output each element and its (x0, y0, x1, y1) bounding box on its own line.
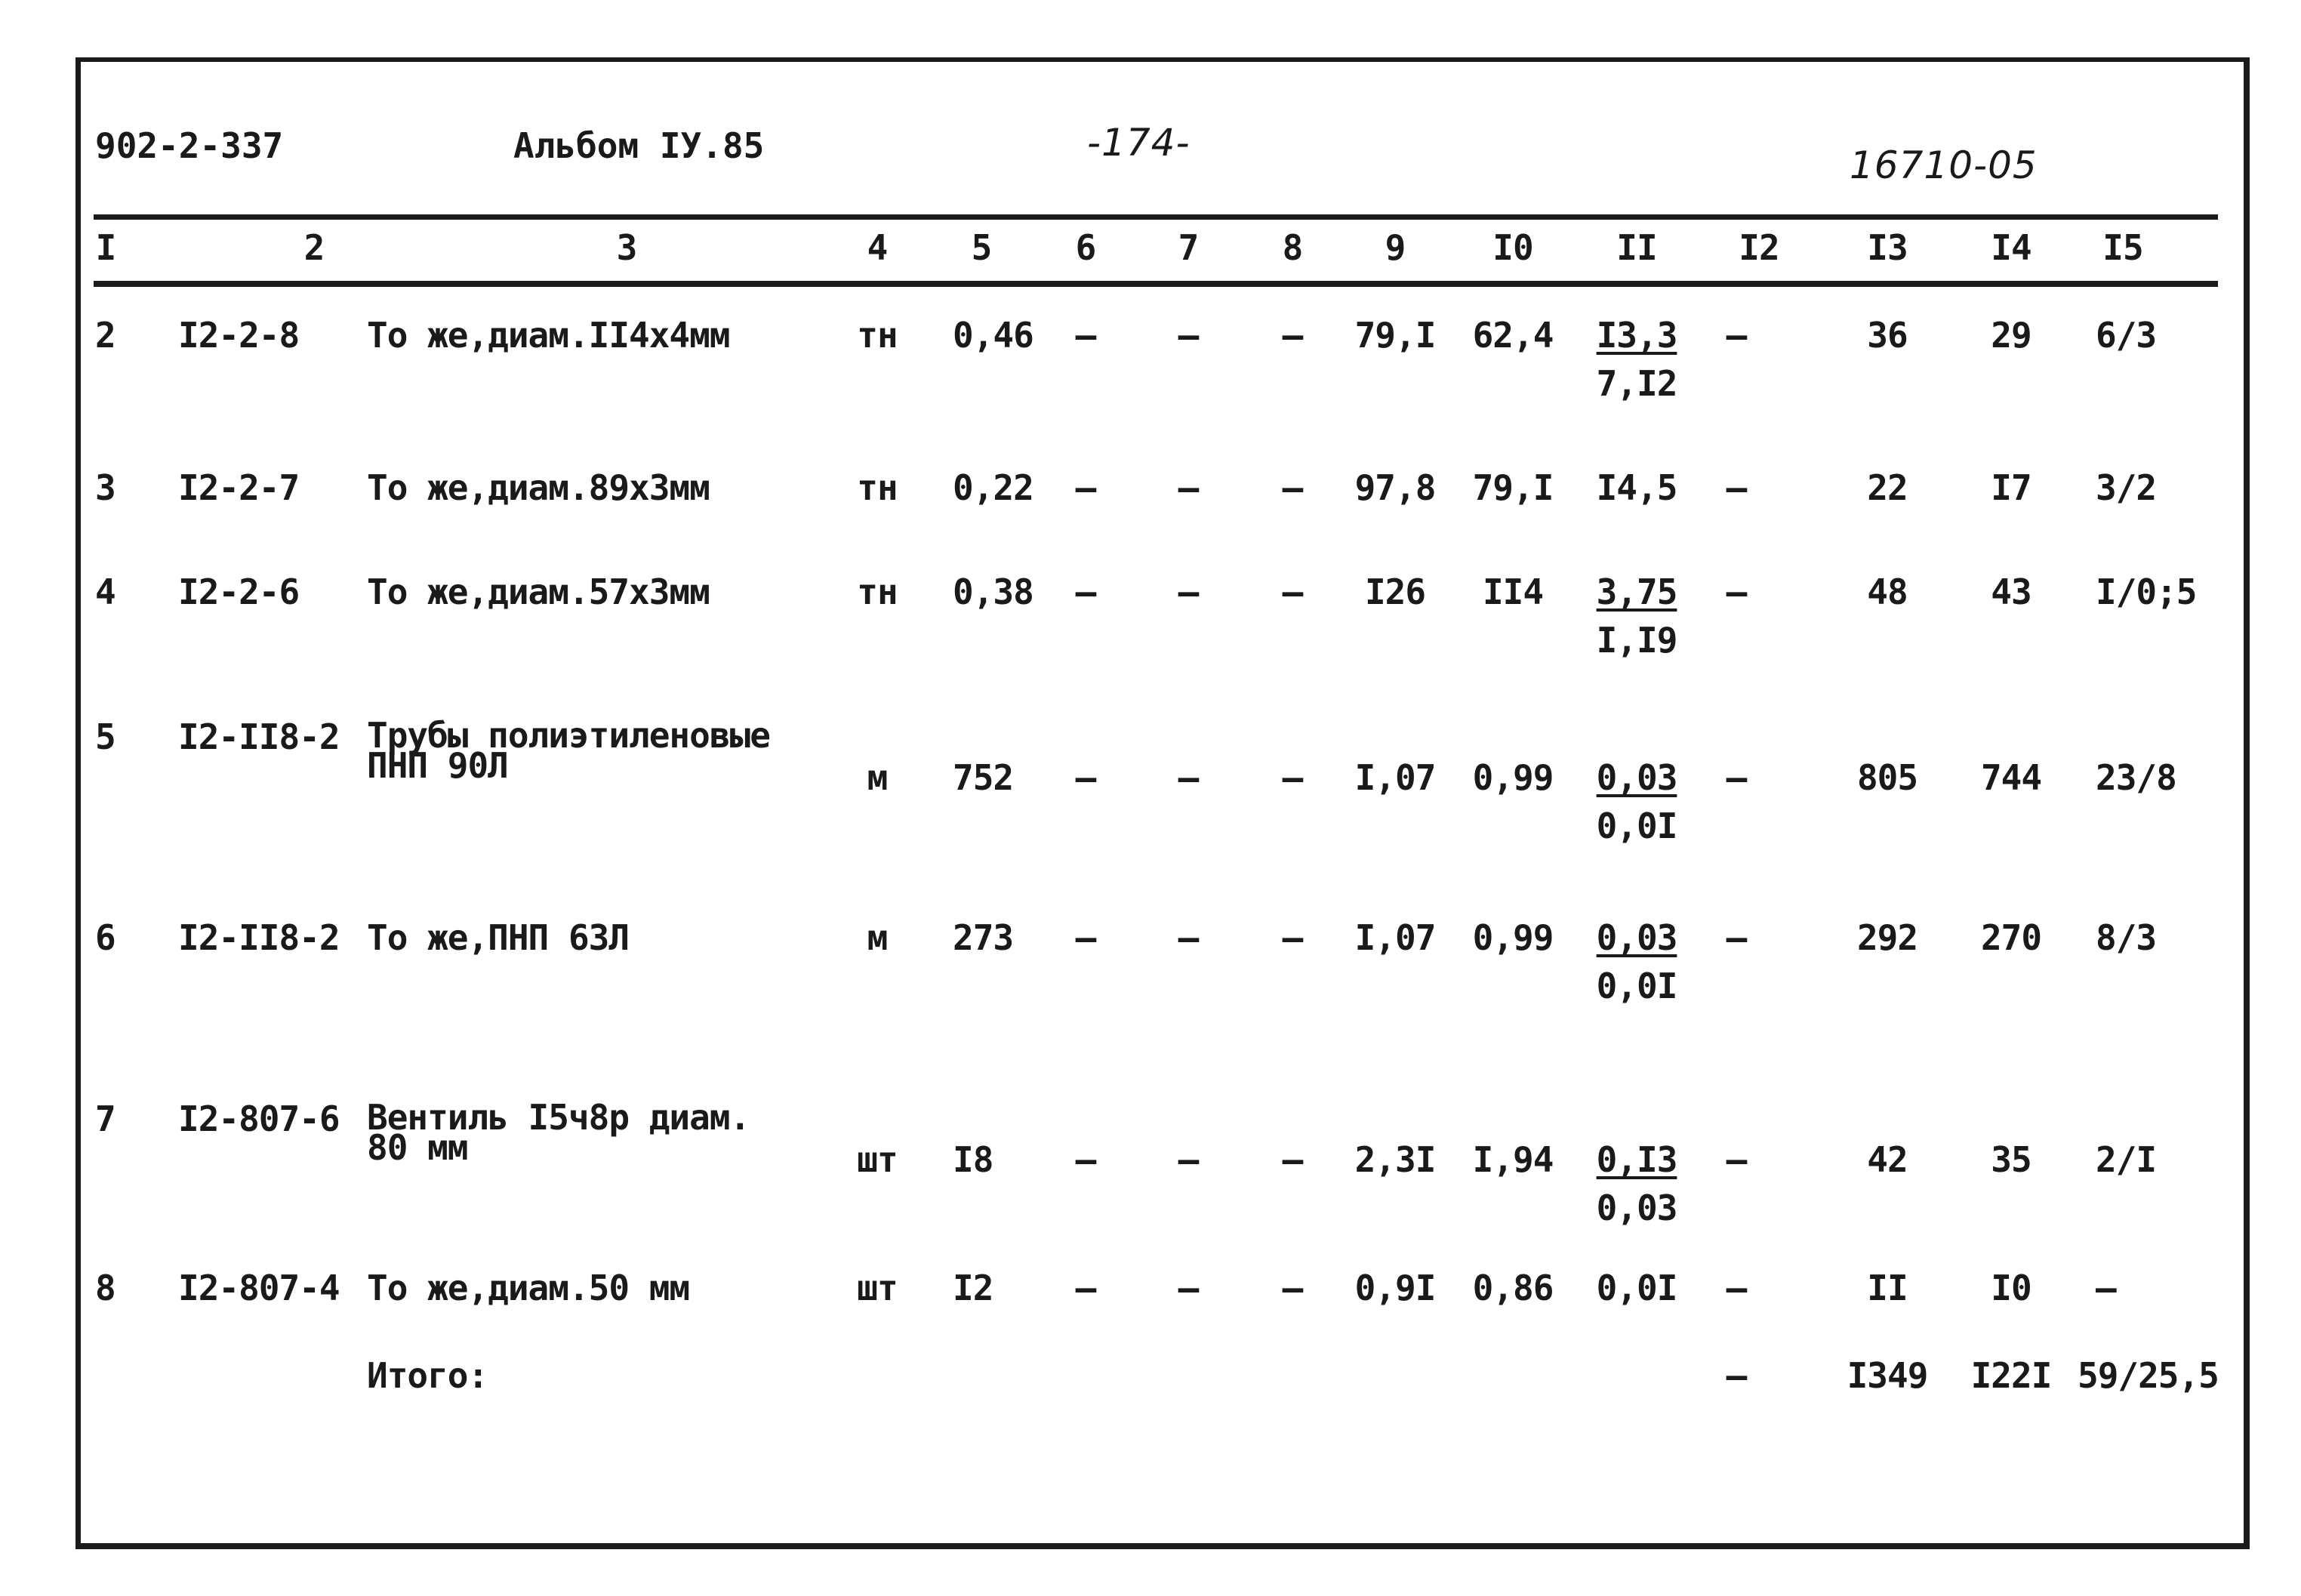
row-col8: – (1282, 917, 1303, 958)
row-col11: 0,0I (1596, 1268, 1677, 1308)
row-col9: 79,I (1354, 315, 1436, 356)
row-col7: – (1178, 467, 1199, 508)
fraction-numerator: 0,03 (1596, 917, 1677, 958)
row-col14: 744 (1980, 757, 2042, 798)
row-description-line: То же,диам.57x3мм (367, 572, 710, 612)
row-col10: 0,99 (1472, 917, 1554, 958)
row-quantity: 752 (953, 757, 1014, 798)
row-description (367, 568, 710, 616)
column-header-12: I2 (1739, 227, 1779, 268)
row-col14: 29 (1991, 315, 2031, 356)
stamp-number: 16710-05 (1850, 143, 2038, 187)
row-code: I2-2-7 (178, 467, 300, 508)
fraction-denominator: 0,0I (1596, 806, 1677, 846)
page-number: -174- (1087, 121, 1191, 165)
row-col13: 292 (1856, 917, 1918, 958)
column-header-3: 3 (616, 227, 637, 268)
row-col9: 2,3I (1354, 1139, 1436, 1180)
row-col9: I26 (1364, 572, 1426, 612)
total-col14: I22I (1970, 1355, 2052, 1396)
row-col6: – (1075, 917, 1096, 958)
fraction-denominator: 0,0I (1596, 966, 1677, 1006)
row-unit: тн (857, 572, 898, 612)
album-label: Альбом IУ.85 (513, 125, 765, 166)
row-col12: – (1726, 1139, 1747, 1180)
row-col15: 8/3 (2096, 917, 2157, 958)
column-header-14: I4 (1991, 227, 2031, 268)
row-col14: 35 (1991, 1139, 2031, 1180)
row-unit: шт (857, 1139, 898, 1180)
row-unit: шт (857, 1268, 898, 1308)
row-col13: 22 (1867, 467, 1908, 508)
row-unit: м (867, 917, 888, 958)
column-header-9: 9 (1385, 227, 1406, 268)
column-header-1: I (95, 227, 116, 268)
row-col9: I,07 (1354, 757, 1436, 798)
fraction-numerator: 3,75 (1596, 572, 1677, 612)
row-description (367, 914, 629, 962)
row-quantity: 0,22 (953, 467, 1033, 508)
row-col15: – (2096, 1268, 2116, 1308)
row-unit: м (867, 757, 888, 798)
column-header-4: 4 (867, 227, 888, 268)
row-col15: I/0;5 (2096, 572, 2197, 612)
row-col12: – (1726, 757, 1747, 798)
row-col7: – (1178, 572, 1199, 612)
row-code: I2-2-8 (178, 315, 300, 356)
row-col7: – (1178, 315, 1199, 356)
row-description-line: То же,ПНП 63Л (367, 917, 630, 958)
row-col8: – (1282, 757, 1303, 798)
row-number: 5 (95, 716, 116, 757)
row-col15: 2/I (2096, 1139, 2157, 1180)
row-col13: II (1867, 1268, 1908, 1308)
row-col9: 97,8 (1354, 467, 1436, 508)
row-quantity: 0,38 (953, 572, 1033, 612)
row-col6: – (1075, 572, 1096, 612)
row-number: 4 (95, 572, 116, 612)
column-header-5: 5 (971, 227, 992, 268)
header-rule-top (94, 214, 2218, 220)
row-col12: – (1726, 1268, 1747, 1308)
column-header-2: 2 (303, 227, 325, 268)
row-number: 6 (95, 917, 116, 958)
row-col13: 36 (1867, 315, 1908, 356)
row-col11 (1597, 1135, 1677, 1232)
row-description-line: ПНП 90Л (367, 745, 508, 786)
document-code: 902-2-337 (95, 125, 284, 166)
fraction-denominator: I,I9 (1596, 620, 1677, 661)
row-number: 8 (95, 1268, 116, 1308)
row-description-line: Вентиль I5ч8р диам. (367, 1097, 750, 1138)
total-col12: – (1726, 1355, 1747, 1396)
total-col13: I349 (1847, 1355, 1928, 1396)
row-col7: – (1178, 757, 1199, 798)
row-col11: I4,5 (1596, 467, 1677, 508)
row-col14: I0 (1991, 1268, 2031, 1308)
fraction (1597, 311, 1677, 408)
total-label: Итого: (367, 1355, 488, 1396)
row-number: 7 (95, 1098, 116, 1139)
row-col15: 3/2 (2096, 467, 2157, 508)
row-col11 (1597, 568, 1677, 664)
row-col8: – (1282, 467, 1303, 508)
row-unit: тн (857, 315, 898, 356)
row-col7: – (1178, 1268, 1199, 1308)
row-col14: 270 (1980, 917, 2042, 958)
row-col10: 0,86 (1472, 1268, 1554, 1308)
row-code: I2-2-6 (178, 572, 300, 612)
row-col10: II4 (1482, 572, 1544, 612)
row-number: 3 (95, 467, 116, 508)
row-col10: 62,4 (1472, 315, 1554, 356)
row-col14: 43 (1991, 572, 2031, 612)
row-col13: 805 (1856, 757, 1918, 798)
row-col8: – (1282, 1139, 1303, 1180)
row-col8: – (1282, 315, 1303, 356)
row-description-line: То же,диам.89x3мм (367, 467, 710, 508)
column-header-15: I5 (2102, 227, 2143, 268)
row-col9: 0,9I (1354, 1268, 1436, 1308)
row-description-line: Трубы полиэтиленовые (367, 715, 770, 756)
row-col10: 79,I (1472, 467, 1554, 508)
column-header-10: I0 (1492, 227, 1533, 268)
row-col7: – (1178, 1139, 1199, 1180)
row-description (367, 311, 730, 359)
row-col13: 42 (1867, 1139, 1908, 1180)
row-col12: – (1726, 572, 1747, 612)
row-code: I2-807-4 (178, 1268, 340, 1308)
row-col6: – (1075, 1268, 1096, 1308)
row-code: I2-II8-2 (178, 716, 340, 757)
row-col10: 0,99 (1472, 757, 1554, 798)
column-header-11: II (1616, 227, 1657, 268)
fraction-denominator: 7,I2 (1596, 363, 1677, 404)
column-header-7: 7 (1178, 227, 1199, 268)
row-col6: – (1075, 757, 1096, 798)
fraction (1597, 1135, 1677, 1232)
row-col6: – (1075, 467, 1096, 508)
row-col8: – (1282, 1268, 1303, 1308)
column-header-8: 8 (1282, 227, 1303, 268)
fraction-numerator: 0,03 (1596, 757, 1677, 798)
row-description-line: 80 мм (367, 1127, 468, 1168)
row-description (367, 1097, 750, 1168)
row-col10: I,94 (1472, 1139, 1554, 1180)
row-unit: тн (857, 467, 898, 508)
row-col9: I,07 (1354, 917, 1436, 958)
row-quantity: I8 (953, 1139, 993, 1180)
row-col15: 6/3 (2096, 315, 2157, 356)
row-col12: – (1726, 315, 1747, 356)
row-col11 (1597, 753, 1677, 850)
fraction-numerator: I3,3 (1596, 315, 1677, 356)
row-col6: – (1075, 315, 1096, 356)
row-code: I2-II8-2 (178, 917, 340, 958)
row-col8: – (1282, 572, 1303, 612)
row-description (367, 464, 710, 512)
row-quantity: 0,46 (953, 315, 1033, 356)
header-rule-bottom (94, 281, 2218, 287)
total-col15: 59/25,5 (2078, 1355, 2219, 1396)
row-description (367, 1264, 689, 1312)
row-col15: 23/8 (2096, 757, 2176, 798)
fraction-numerator: 0,I3 (1596, 1139, 1677, 1180)
row-quantity: 273 (953, 917, 1014, 958)
row-col7: – (1178, 917, 1199, 958)
column-header-6: 6 (1075, 227, 1096, 268)
fraction (1597, 914, 1677, 1010)
fraction-denominator: 0,03 (1596, 1188, 1677, 1228)
row-quantity: I2 (953, 1268, 993, 1308)
row-code: I2-807-6 (178, 1098, 340, 1139)
row-number: 2 (95, 315, 116, 356)
fraction (1597, 753, 1677, 850)
row-col6: – (1075, 1139, 1096, 1180)
row-col13: 48 (1867, 572, 1908, 612)
row-description-line: То же,диам.50 мм (367, 1268, 690, 1308)
row-col11 (1597, 311, 1677, 408)
row-col12: – (1726, 917, 1747, 958)
column-header-13: I3 (1867, 227, 1908, 268)
row-col14: I7 (1991, 467, 2031, 508)
row-col11 (1597, 914, 1677, 1010)
row-description-line: То же,диам.II4x4мм (367, 315, 730, 356)
row-col12: – (1726, 467, 1747, 508)
row-description (367, 715, 770, 786)
fraction (1597, 568, 1677, 664)
